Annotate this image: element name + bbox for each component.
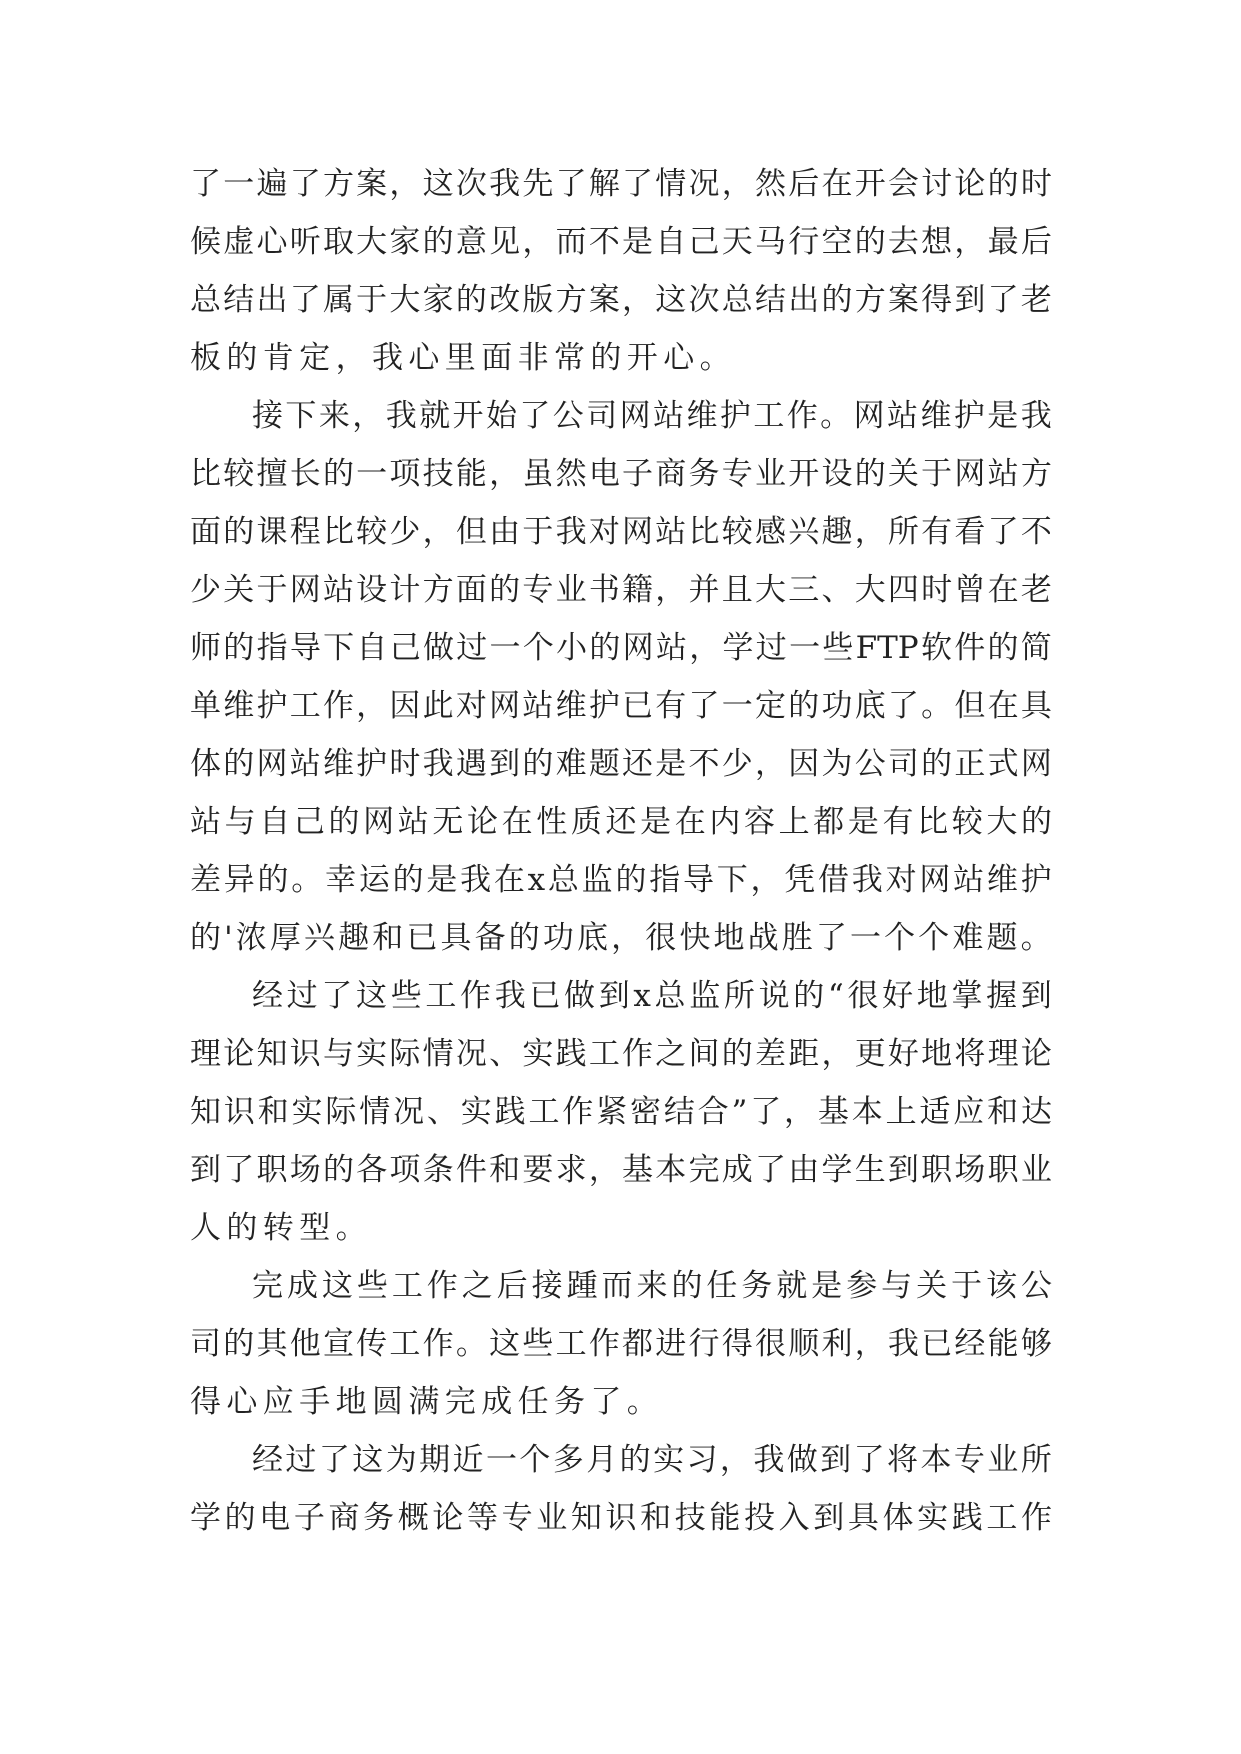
text-line: 人的转型。 bbox=[190, 1210, 372, 1246]
text-line: 站 与 自 己 的 网 站 无 论 在 性 质 还 是 在 内 容 上 都 是 有 比 较 大 的 bbox=[190, 804, 1052, 840]
text-line: 少 关 于 网 站 设 计 方 面 的 专 业 书 籍 ， 并 且 大 三 、 大 四 时 曾 在 老 bbox=[190, 572, 1052, 608]
text-line: 单 维 护 工 作 ， 因 此 对 网 站 维 护 已 有 了 一 定 的 功 底 了 。 但 在 具 bbox=[190, 688, 1052, 724]
text-line: 候 虚 心 听 取 大 家 的 意 见 ， 而 不 是 自 己 天 马 行 空 的 去 想 ， 最 后 bbox=[190, 224, 1052, 260]
text-line: 了 一 遍 了 方 案 ， 这 次 我 先 了 解 了 情 况 ， 然 后 在 开 会 讨 论 的 时 bbox=[190, 166, 1052, 202]
text-line: 经 过 了 这 为 期 近 一 个 多 月 的 实 习 ， 我 做 到 了 将 本 专 业 所 bbox=[252, 1442, 1052, 1478]
text-line: 完 成 这 些 工 作 之 后 接 踵 而 来 的 任 务 就 是 参 与 关 于 该 公 bbox=[252, 1268, 1052, 1304]
text-line: 师 的 指 导 下 自 己 做 过 一 个 小 的 网 站 ， 学 过 一 些 FTP 软 件 的 简 bbox=[190, 630, 1052, 666]
text-line: 经 过 了 这 些 工 作 我 已 做 到 x 总 监 所 说 的 “ 很 好 地 掌 握 到 bbox=[252, 978, 1052, 1014]
text-line: 学 的 电 子 商 务 概 论 等 专 业 知 识 和 技 能 投 入 到 具 体 实 践 工 作 bbox=[190, 1500, 1052, 1536]
body-text bbox=[190, 155, 1052, 1547]
text-line: 总 结 出 了 属 于 大 家 的 改 版 方 案 ， 这 次 总 结 出 的 方 案 得 到 了 老 bbox=[190, 282, 1052, 318]
text-line: 到 了 职 场 的 各 项 条 件 和 要 求 ， 基 本 完 成 了 由 学 生 到 职 场 职 业 bbox=[190, 1152, 1052, 1188]
text-line: 比 较 擅 长 的 一 项 技 能 ， 虽 然 电 子 商 务 专 业 开 设 的 关 于 网 站 方 bbox=[190, 456, 1052, 492]
text-line: 得心应手地圆满完成任务了。 bbox=[190, 1384, 664, 1420]
text-line: 板的肯定，我心里面非常的开心。 bbox=[190, 340, 736, 376]
text-line: 面 的 课 程 比 较 少 ， 但 由 于 我 对 网 站 比 较 感 兴 趣 ， 所 有 看 了 不 bbox=[190, 514, 1052, 550]
text-line: 司 的 其 他 宣 传 工 作 。 这 些 工 作 都 进 行 得 很 顺 利 ， 我 已 经 能 够 bbox=[190, 1326, 1052, 1362]
text-line: 体 的 网 站 维 护 时 我 遇 到 的 难 题 还 是 不 少 ， 因 为 公 司 的 正 式 网 bbox=[190, 746, 1052, 782]
text-line: 的 ' 浓 厚 兴 趣 和 已 具 备 的 功 底 ， 很 快 地 战 胜 了 一 个 个 难 题 。 bbox=[190, 920, 1052, 956]
text-line: 差 异 的 。 幸 运 的 是 我 在 x 总 监 的 指 导 下 ， 凭 借 我 对 网 站 维 护 bbox=[190, 862, 1052, 898]
text-line: 知 识 和 实 际 情 况 、 实 践 工 作 紧 密 结 合 ” 了 ， 基 本 上 适 应 和 达 bbox=[190, 1094, 1052, 1130]
text-line: 接 下 来 ， 我 就 开 始 了 公 司 网 站 维 护 工 作 。 网 站 维 护 是 我 bbox=[252, 398, 1052, 434]
text-line: 理 论 知 识 与 实 际 情 况 、 实 践 工 作 之 间 的 差 距 ， 更 好 地 将 理 论 bbox=[190, 1036, 1052, 1072]
